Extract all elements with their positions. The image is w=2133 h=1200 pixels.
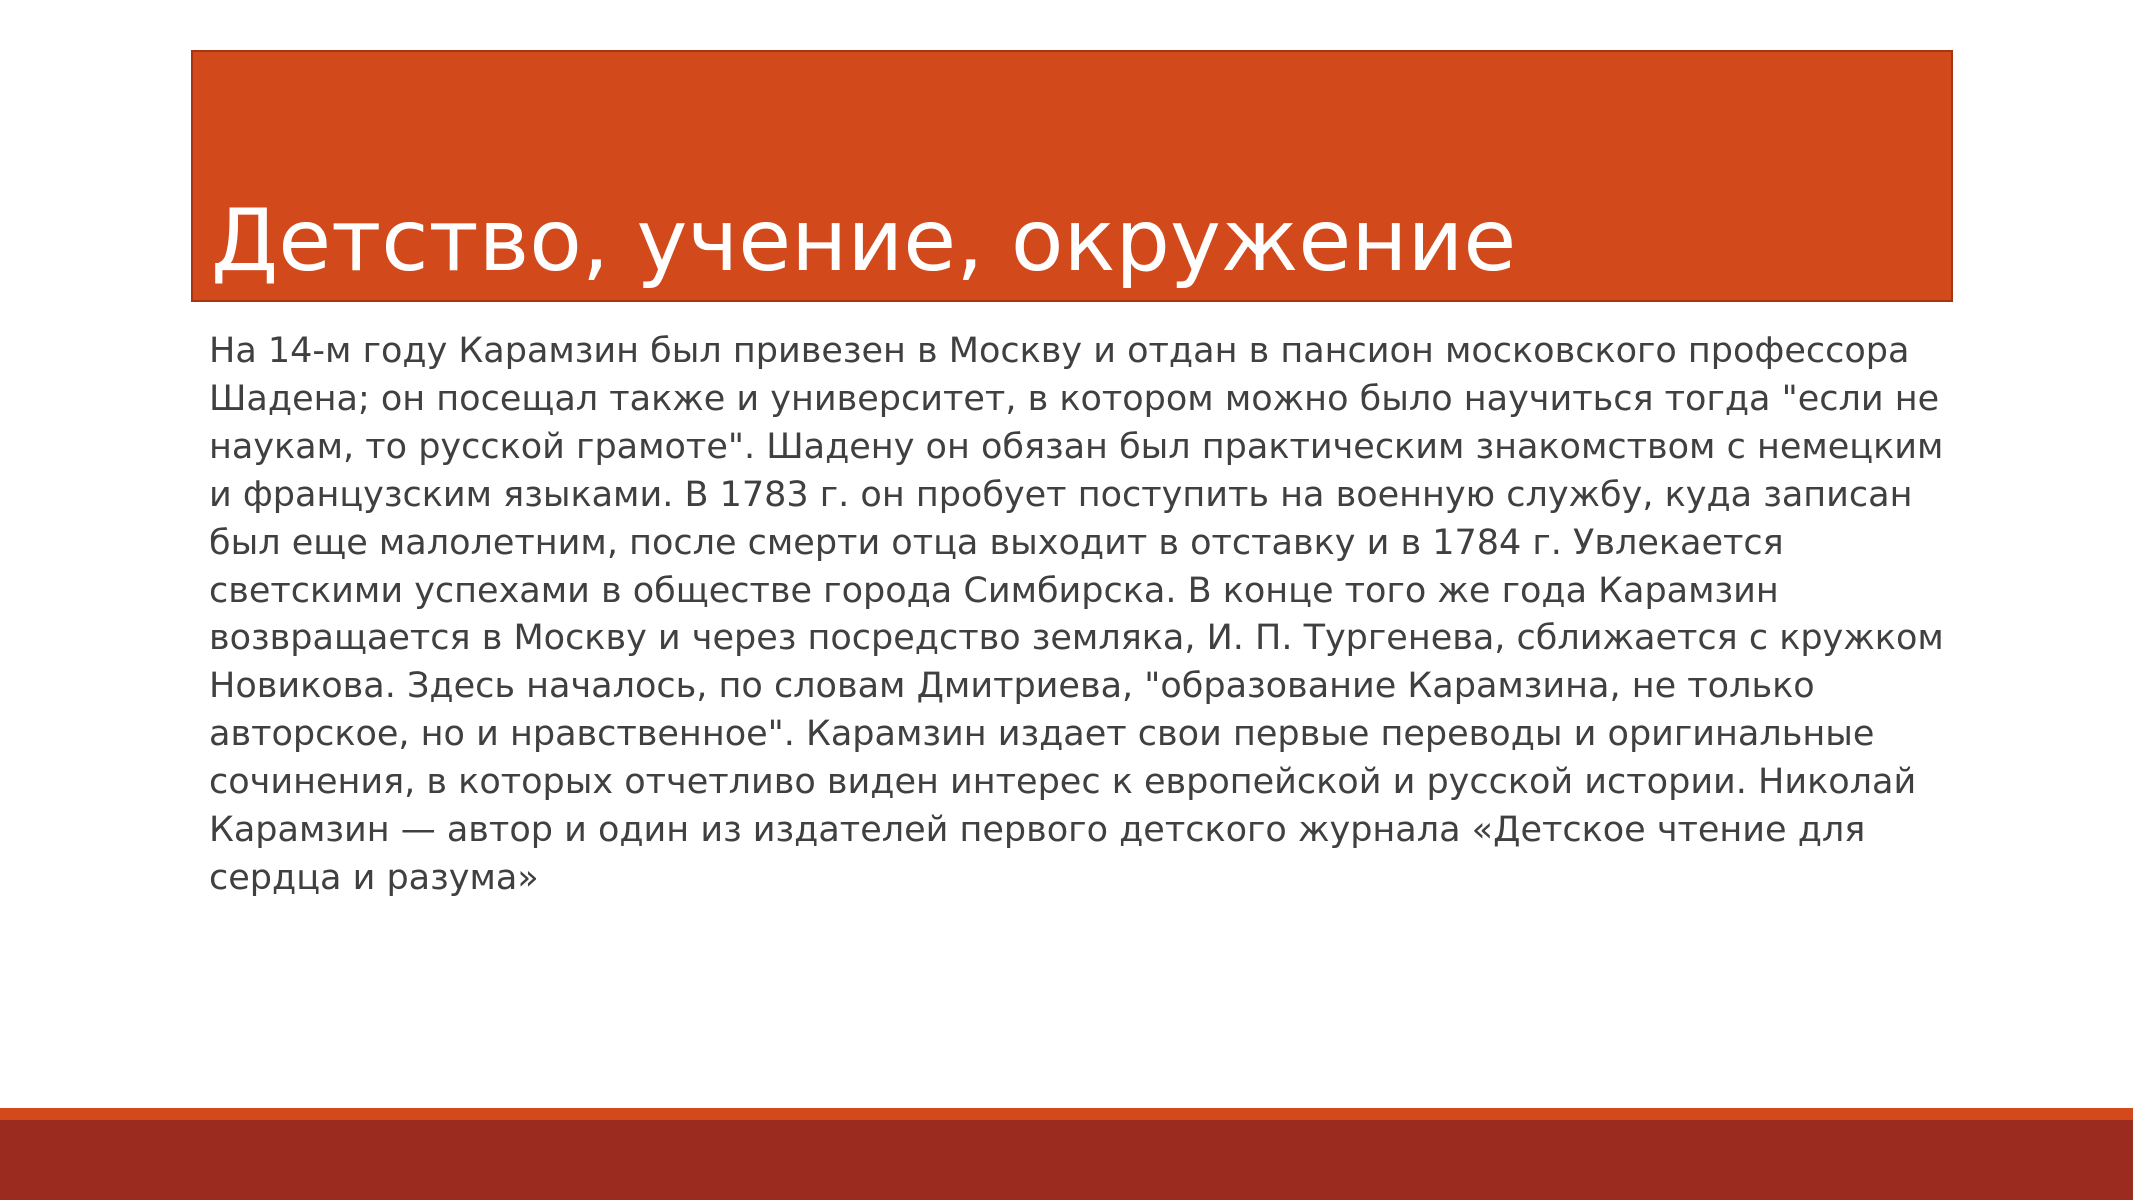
footer-band <box>0 1120 2133 1200</box>
title-banner <box>191 50 1953 302</box>
footer-accent-stripe <box>0 1108 2133 1120</box>
slide-title: Детство, учение, окружение <box>211 191 1517 291</box>
slide-body-text: На 14-м году Карамзин был привезен в Москву и отдан в пансион московского профессора Шадена; он посещал также и университет, в котором можно было научиться тогда "если не наукам, то русской грамоте". Шадену он обязан был практическим знакомством с немецким и французским языками. В 1783 г. он пробует поступить на военную службу, куда записан был еще малолетним, после смерти отца выходит в отставку и в 1784 г. Увлекается светскими успехами в обществе города Симбирска. В конце того же года Карамзин возвращается в Москву и через посредство земляка, И. П. Тургенева, сближается с кружком Новикова. Здесь началось, по словам Дмитриева, "образование Карамзина, не только авторское, но и нравственное". Карамзин издает свои первые переводы и оригинальные сочинения, в которых отчетливо виден интерес к европейской и русской истории. Николай Карамзин — автор и один из издателей первого детского журнала «Детское чтение для сердца и разума» <box>209 331 1944 898</box>
